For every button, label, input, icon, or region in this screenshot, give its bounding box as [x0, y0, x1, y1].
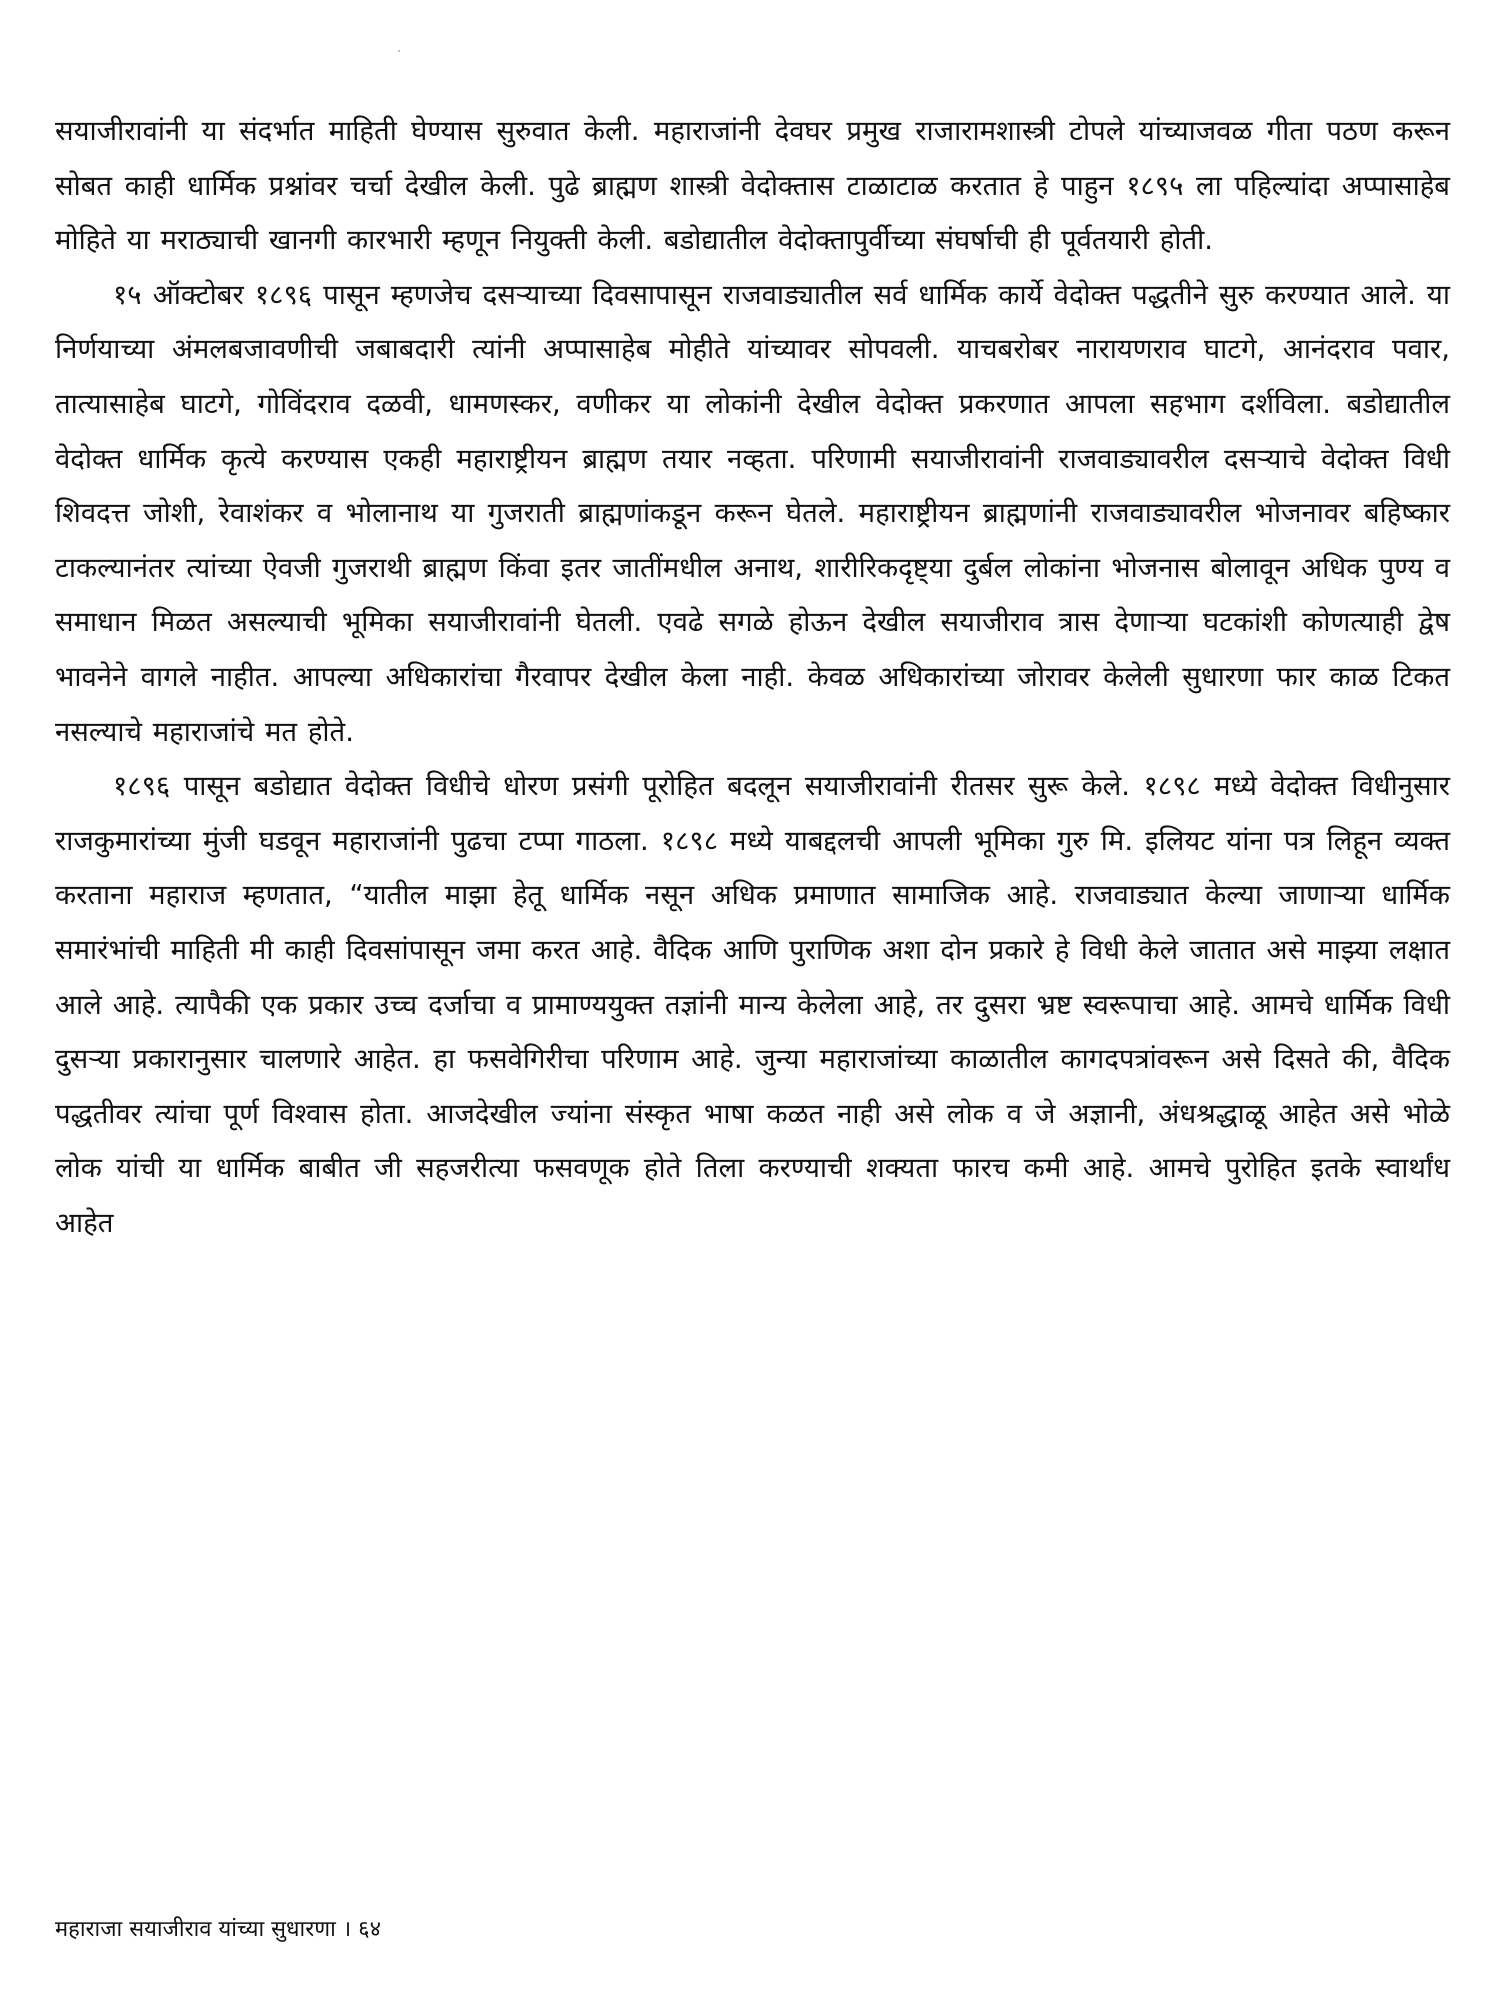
paragraph-1: सयाजीरावांनी या संदर्भात माहिती घेण्यास सुरुवात केली. महाराजांनी देवघर प्रमुख राजारामशास्त्री टोपले यांच्याजवळ गीता पठण करून सोबत काही धार्मिक प्रश्नांवर चर्चा देखील केली. पुढे ब्राह्मण शास्त्री वेदोक्तास टाळाटाळ करतात हे पाहुन १८९५ ला पहिल्यांदा अप्पासाहेब मोहिते या मराठ्याची खानगी कारभारी म्हणून नियुक्ती केली. बडोद्यातील वेदोक्तापुर्वीच्या संघर्षाची ही पूर्वतयारी होती. — [55, 115, 1450, 257]
page-footer: महाराजा सयाजीराव यांच्या सुधारणा । ६४ — [55, 1917, 382, 1942]
paragraph-3: १८९६ पासून बडोद्यात वेदोक्त विधीचे धोरण प्रसंगी पूरोहित बदलून सयाजीरावांनी रीतसर सुरू केले. १८९८ मध्ये वेदोक्त विधीनुसार राजकुमारांच्या मुंजी घडवून महाराजांनी पुढचा टप्पा गाठला. १८९८ मध्ये याबद्दलची आपली भूमिका गुरु मि. इलियट यांना पत्र लिहून व्यक्त करताना महाराज म्हणतात, “यातील माझा हेतू धार्मिक नसून अधिक प्रमाणात सामाजिक आहे. राजवाड्यात केल्या जाणाऱ्या धार्मिक समारंभांची माहिती मी काही दिवसांपासून जमा करत आहे. वैदिक आणि पुराणिक अशा दोन प्रकारे हे विधी केले जातात असे माझ्या लक्षात आले आहे. त्यापैकी एक प्रकार उच्च दर्जाचा व प्रामाण्ययुक्त तज्ञांनी मान्य केलेला आहे, तर दुसरा भ्रष्ट स्वरूपाचा आहे. आमचे धार्मिक विधी दुसऱ्या प्रकारानुसार चालणारे आहेत. हा फसवेगिरीचा परिणाम आहे. जुन्या महाराजांच्या काळातील कागदपत्रांवरून असे दिसते की, वैदिक पद्धतीवर त्यांचा पूर्ण विश्वास होता. आजदेखील ज्यांना संस्कृत भाषा कळत नाही असे लोक व जे अज्ञानी, अंधश्रद्धाळू आहेत असे भोळे लोक यांची या धार्मिक बाबीत जी सहजरीत्या फसवणूक होते तिला करण्याची शक्यता फारच कमी आहे. आमचे पुरोहित इतके स्वार्थांध आहेत — [55, 770, 1450, 1239]
scan-speck — [398, 50, 400, 52]
body-text — [55, 104, 1450, 1250]
paragraph-2: १५ ऑक्टोबर १८९६ पासून म्हणजेच दसऱ्याच्या दिवसापासून राजवाड्यातील सर्व धार्मिक कार्ये वेदोक्त पद्धतीने सुरु करण्यात आले. या निर्णयाच्या अंमलबजावणीची जबाबदारी त्यांनी अप्पासाहेब मोहीते यांच्यावर सोपवली. याचबरोबर नारायणराव घाटगे, आनंदराव पवार, तात्यासाहेब घाटगे, गोविंदराव दळवी, धामणस्कर, वणीकर या लोकांनी देखील वेदोक्त प्रकरणात आपला सहभाग दर्शविला. बडोद्यातील वेदोक्त धार्मिक कृत्ये करण्यास एकही महाराष्ट्रीयन ब्राह्मण तयार नव्हता. परिणामी सयाजीरावांनी राजवाड्यावरील दसऱ्याचे वेदोक्त विधी शिवदत्त जोशी, रेवाशंकर व भोलानाथ या गुजराती ब्राह्मणांकडून करून घेतले. महाराष्ट्रीयन ब्राह्मणांनी राजवाड्यावरील भोजनावर बहिष्कार टाकल्यानंतर त्यांच्या ऐवजी गुजराथी ब्राह्मण किंवा इतर जातींमधील अनाथ, शारीरिकदृष्ट्या दुर्बल लोकांना भोजनास बोलावून अधिक पुण्य व समाधान मिळत असल्याची भूमिका सयाजीरावांनी घेतली. एवढे सगळे होऊन देखील सयाजीराव त्रास देणाऱ्या घटकांशी कोणत्याही द्वेष भावनेने वागले नाहीत. आपल्या अधिकारांचा गैरवापर देखील केला नाही. केवळ अधिकारांच्या जोरावर केलेली सुधारणा फार काळ टिकत नसल्याचे महाराजांचे मत होते. — [55, 278, 1450, 748]
